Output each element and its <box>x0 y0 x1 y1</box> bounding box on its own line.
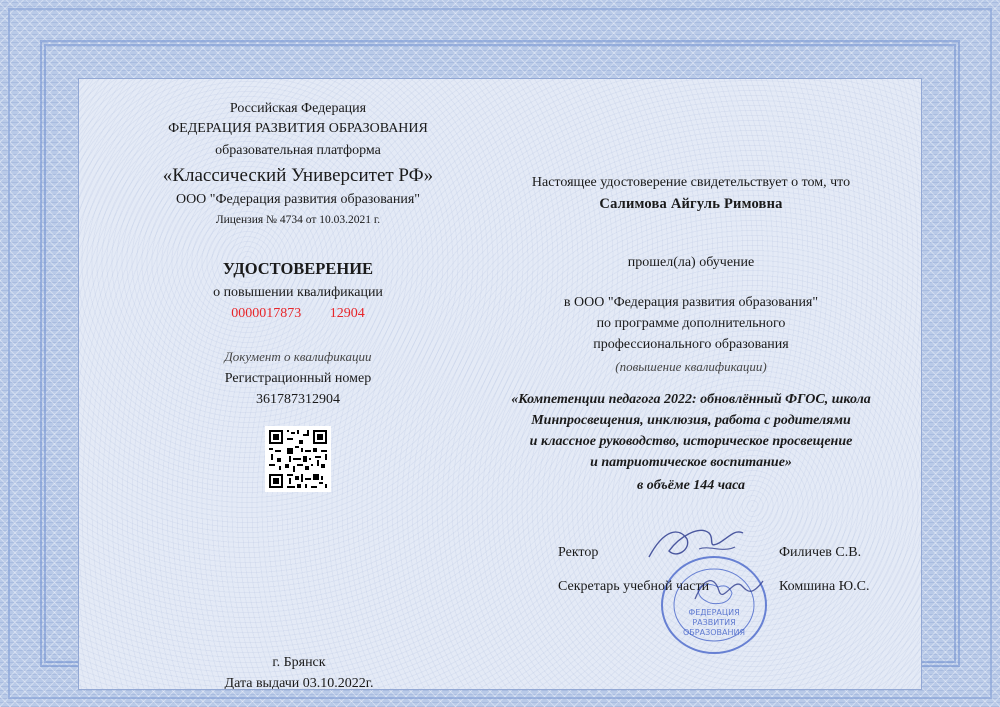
course-hours: в объёме 144 часа <box>637 478 745 493</box>
recipient-name: Салимова Айгуль Римовна <box>599 196 783 212</box>
passed-training-text: прошел(ла) обучение <box>627 255 755 270</box>
secretary-name: Комшина Ю.С. <box>779 579 870 594</box>
document-subtitle: о повышении квалификации <box>213 285 383 300</box>
rector-name: Филичев С.В. <box>779 545 862 560</box>
license-text: Лицензия № 4734 от 10.03.2021 г. <box>215 214 381 226</box>
course-title-line-4: и патриотическое воспитание» <box>590 455 792 470</box>
course-title-line-2: Минпросвещения, инклюзия, работа с родителями <box>531 413 851 428</box>
program-type: (повышение квалификации) <box>615 359 767 374</box>
registration-label: Регистрационный номер <box>224 371 372 386</box>
federation-label: ФЕДЕРАЦИЯ РАЗВИТИЯ ОБРАЗОВАНИЯ <box>168 121 428 136</box>
qr-code-icon <box>265 426 331 492</box>
seal-text-1: ФЕДЕРАЦИЯ <box>688 608 740 617</box>
seal-text-2: РАЗВИТИЯ <box>692 618 736 627</box>
registration-number: 361787312904 <box>256 392 340 407</box>
city-label: г. Брянск <box>272 655 326 670</box>
platform-name: «Классический Университет РФ» <box>162 165 434 186</box>
course-title-line-1: «Компетенции педагога 2022: обновлённый ФГОС, школа <box>511 392 871 407</box>
platform-label: образовательная платформа <box>215 143 381 158</box>
document-number: 0000017873 12904 <box>231 306 365 321</box>
course-title-line-3: и классное руководство, историческое просвещение <box>529 434 853 449</box>
seal-text-3: ОБРАЗОВАНИЯ <box>682 628 746 637</box>
organization-name: ООО "Федерация развития образования" <box>175 192 421 207</box>
document-title: УДОСТОВЕРЕНИЕ <box>222 259 374 278</box>
issue-date: Дата выдачи 03.10.2022г. <box>224 676 374 690</box>
rector-signature-icon <box>639 519 759 569</box>
organization-line: в ООО "Федерация развития образования" <box>563 295 819 310</box>
country-label: Российская Федерация <box>229 101 367 116</box>
certificate-panel <box>78 78 922 690</box>
program-line-1: по программе дополнительного <box>596 316 786 331</box>
rector-title: Ректор <box>558 545 599 560</box>
program-line-2: профессионального образования <box>593 337 789 352</box>
intro-text: Настоящее удостоверение свидетельствует о том, что <box>531 175 851 190</box>
secretary-title: Секретарь учебной части <box>558 579 710 594</box>
document-type: Документ о квалификации <box>224 349 372 364</box>
